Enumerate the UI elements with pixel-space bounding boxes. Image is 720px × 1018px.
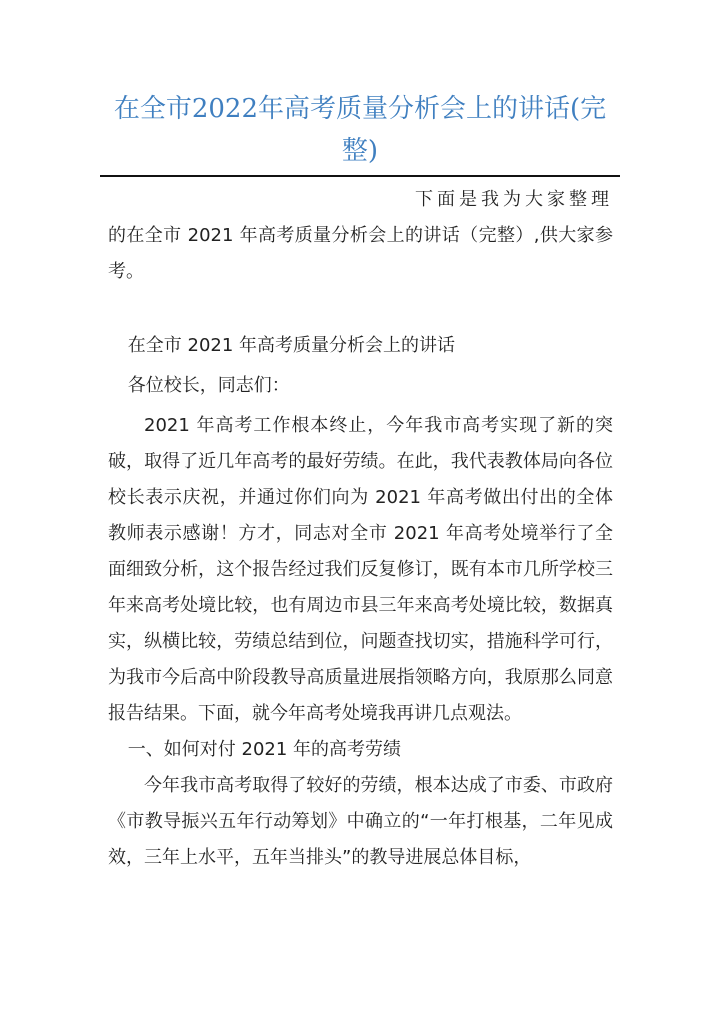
speech-heading: 在全市 2021 年高考质量分析会上的讲话 [127, 335, 456, 356]
title-divider [100, 175, 620, 177]
intro-rest: 的在全市 2021 年高考质量分析会上的讲话（完整）,供大家参考。 [108, 225, 613, 282]
greeting: 各位校长，同志们： [127, 375, 290, 396]
paragraph-1: 2021 年高考工作根本终止，今年我市高考实现了新的突破，取得了近几年高考的最好劳绩。在此，我代表教体局向各位校长表示庆祝，并通过你们向为 2021 年高考做出付出的全体教师表示感谢！方才，同志对全市 2021 年高考处境举行了全面细致分析，这个报告经过我们反复修订，既有本市几所学校三年来高考处境比较，也有周边市县三年来高考处境比较，数据真实，纵横比较，劳绩总结到位，问题查找切实，措施科学可行，为我市今后高中阶段教导高质量进展指领略方向，我原那么同意报告结果。下面，就今年高考处境我再讲几点观法。 [108, 415, 613, 724]
section-heading-1: 一、如何对付 2021 年的高考劳绩 [127, 739, 402, 760]
document-title: 在全市2022年高考质量分析会上的讲话(完整) [113, 94, 607, 166]
intro-paragraph [108, 182, 613, 290]
paragraph-2: 今年我市高考取得了较好的劳绩，根本达成了市委、市政府《市教导振兴五年行动筹划》中确立的“一年打根基，二年见成效，三年上水平，五年当排头”的教导进展总体目标， [108, 775, 613, 868]
intro-first-line: 下面是我为大家整理 [415, 189, 613, 210]
speech-body [108, 328, 613, 876]
